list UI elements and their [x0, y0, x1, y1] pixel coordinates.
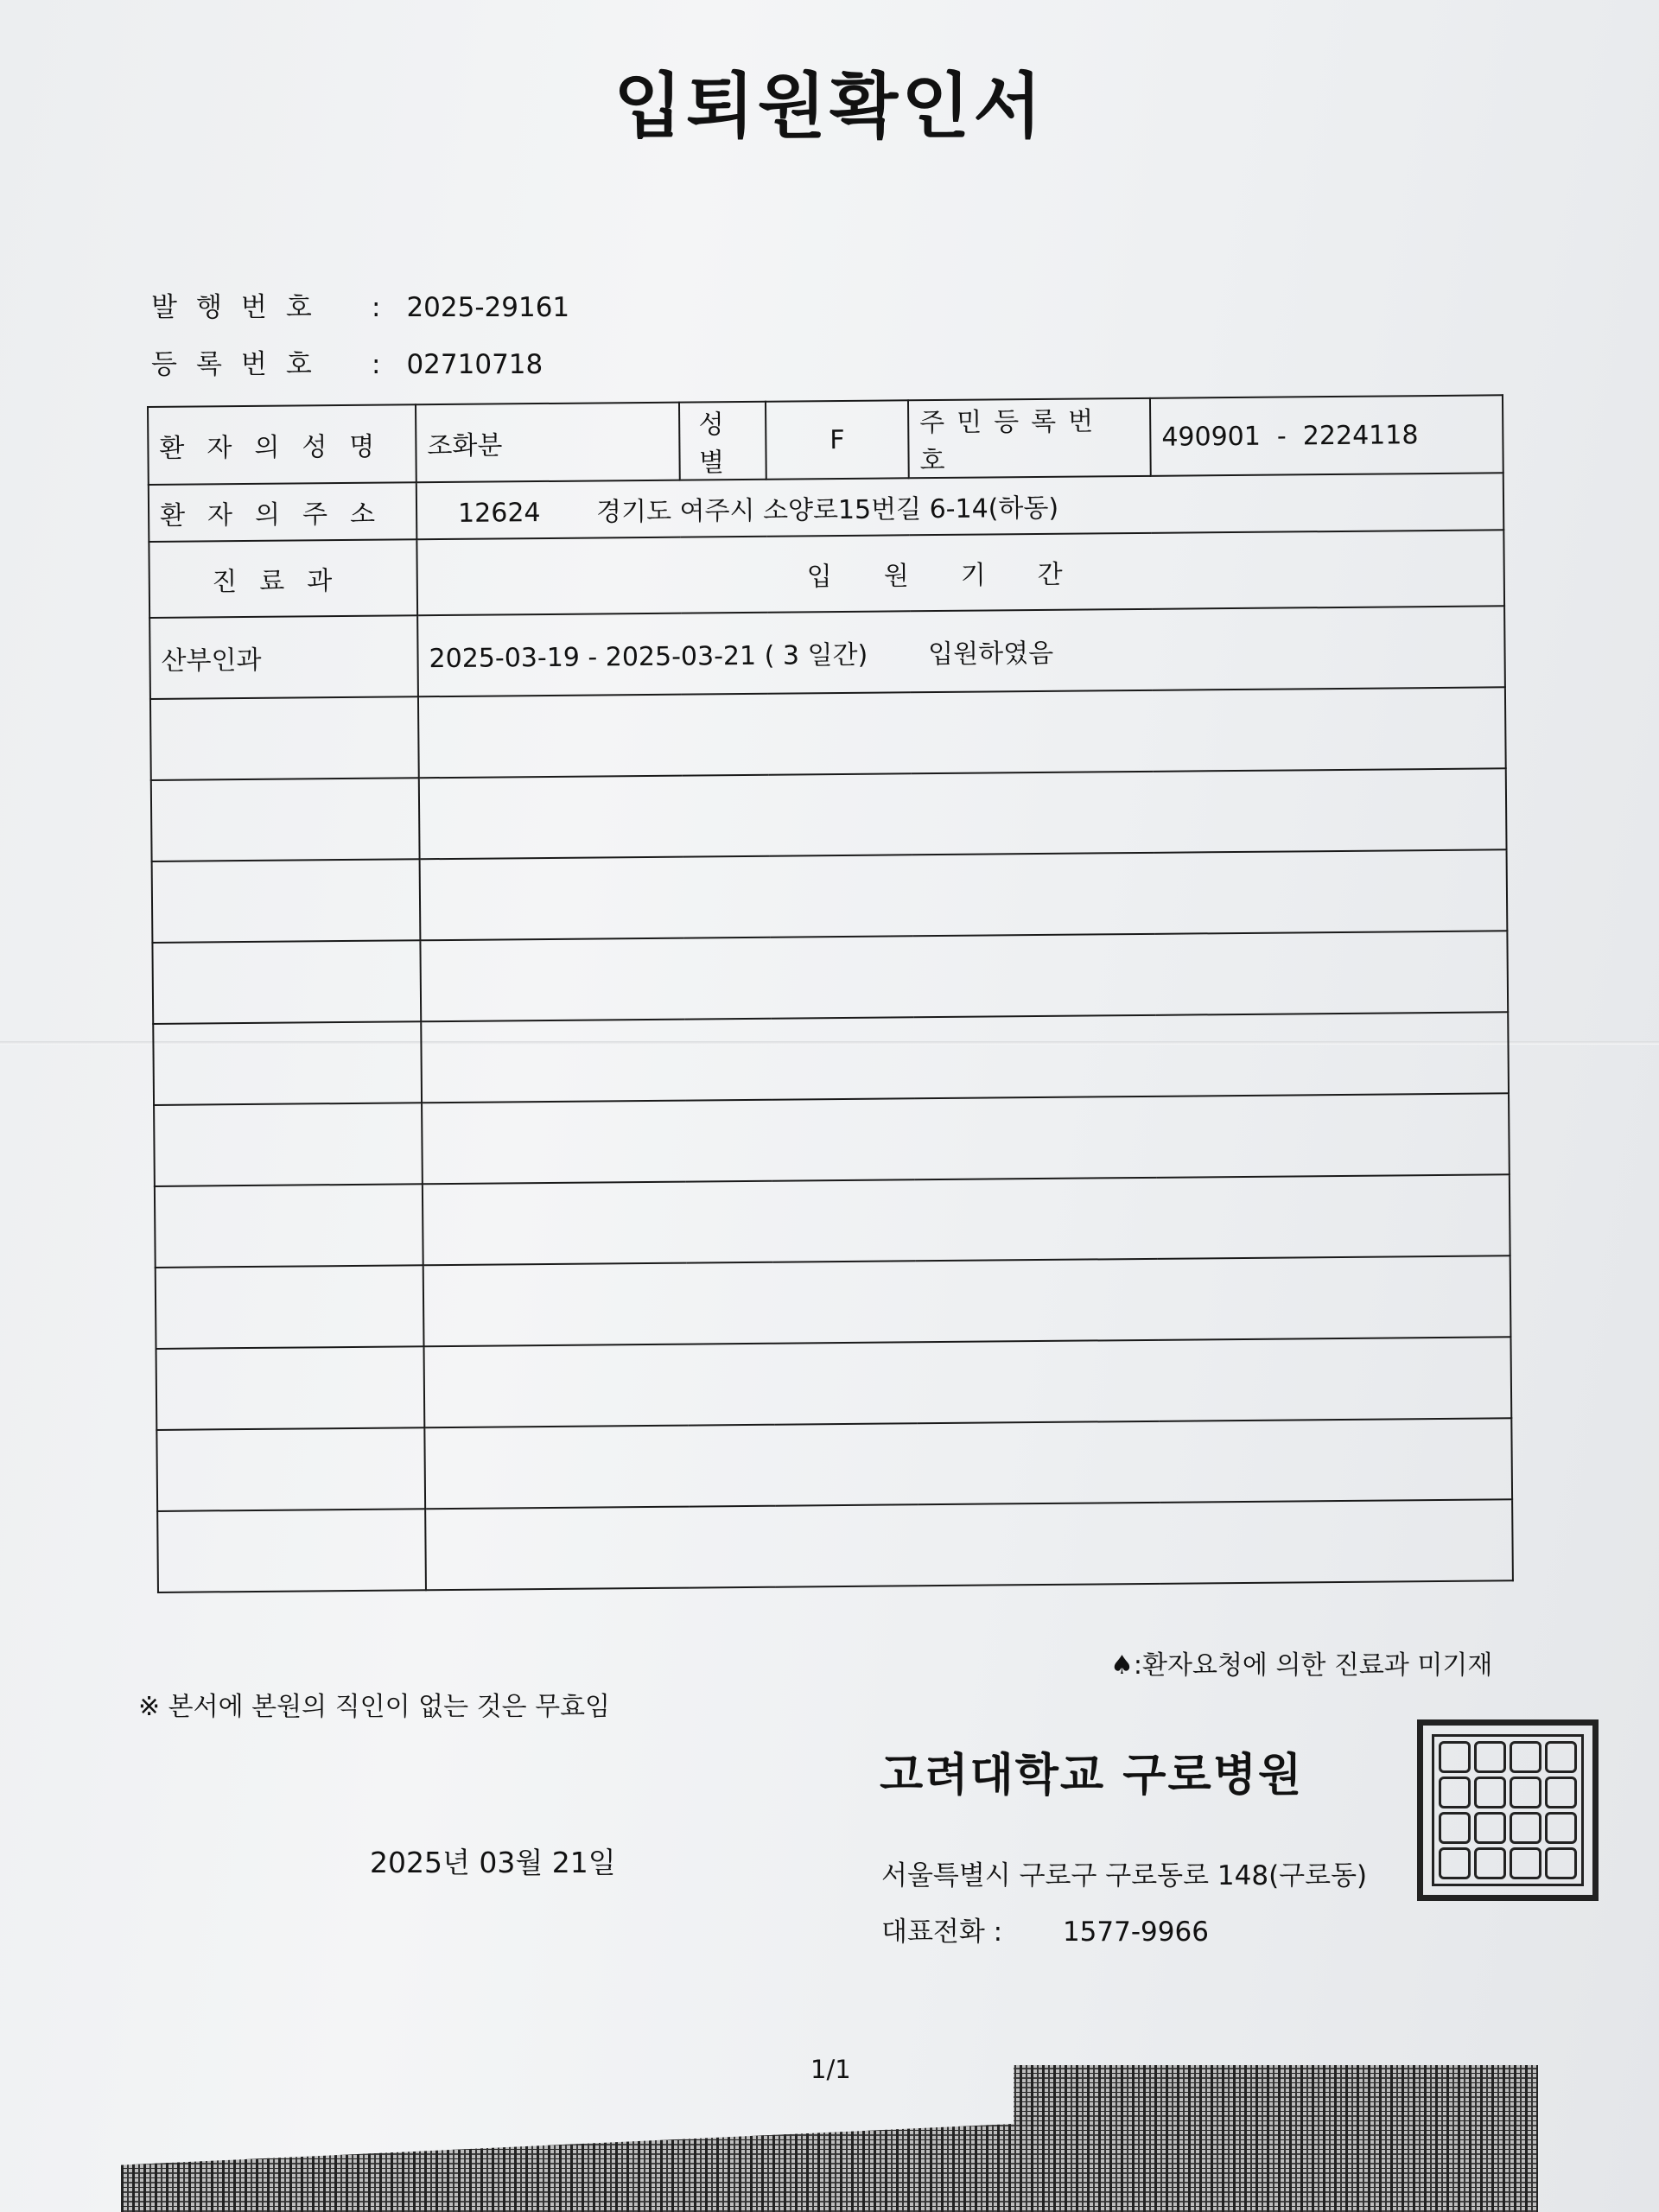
registration-number-label: 등록번호 [151, 349, 331, 380]
row-department [153, 1021, 422, 1105]
patient-address: 경기도 여주시 소양로15번길 6-14(하동) [595, 493, 1059, 528]
row-period-cell [417, 606, 1505, 696]
row-period [420, 849, 1508, 940]
patient-address-label: 환자의주소 [149, 482, 417, 542]
row-department [154, 1103, 423, 1186]
table-row [156, 1337, 1512, 1430]
sex-label: 성별 [679, 402, 766, 480]
row-period [422, 1093, 1510, 1184]
rrn-value: 490901 - 2224118 [1150, 395, 1503, 476]
patient-address-cell [416, 473, 1504, 539]
table-row [153, 1012, 1509, 1105]
table-row [157, 1499, 1513, 1592]
row-department [151, 778, 420, 861]
admission-table [147, 394, 1514, 1593]
official-seal-stamp [1417, 1719, 1599, 1901]
issue-number-line [151, 285, 569, 324]
admission-period-header: 입원기간 [416, 530, 1504, 615]
patient-name: 조화분 [416, 403, 680, 483]
row-period: 2025-03-19 - 2025-03-21 ( 3 일간) [429, 639, 868, 675]
row-department [156, 1265, 424, 1349]
unrecorded-department-note: ♠:환자요청에 의한 진료과 미기재 [1110, 1650, 1493, 1681]
table-row [154, 1093, 1510, 1186]
row-department [152, 859, 421, 943]
issue-number-value: 2025-29161 [406, 292, 570, 323]
table-row [150, 687, 1506, 780]
row-period [423, 1174, 1510, 1265]
page-number: 1/1 [810, 2055, 851, 2084]
phone-label: 대표전화 : [881, 1916, 1003, 1948]
row-status: 입원하였음 [928, 638, 1054, 671]
rrn-label: 주민등록번호 [908, 398, 1151, 478]
table-row [152, 931, 1508, 1024]
table-row [155, 1174, 1510, 1268]
department-header: 진료과 [149, 539, 417, 618]
zip-code: 12624 [457, 498, 541, 529]
security-barcode-pattern [121, 2065, 1538, 2212]
registration-number-line [151, 342, 543, 381]
issue-date: 2025년 03월 21일 [370, 1846, 616, 1879]
row-period [419, 768, 1507, 859]
row-period [424, 1337, 1512, 1427]
hospital-address: 서울특별시 구로구 구로동로 148(구로동) [881, 1860, 1368, 1891]
issue-number-colon: : [372, 292, 381, 323]
issue-number-label: 발행번호 [151, 292, 331, 323]
row-period [418, 687, 1506, 778]
table-row [149, 606, 1505, 699]
seal-validity-note: ※ 본서에 본원의 직인이 없는 것은 무효임 [138, 1692, 611, 1722]
row-department [156, 1346, 425, 1430]
row-period [423, 1255, 1511, 1346]
registration-number-colon: : [372, 349, 381, 380]
document-title: 입퇴원확인서 [613, 66, 1046, 148]
row-period [421, 1012, 1509, 1103]
row-department [157, 1509, 426, 1592]
phone-number: 1577-9966 [1062, 1916, 1209, 1948]
row-department [150, 696, 419, 780]
sex-value: F [766, 400, 909, 479]
patient-name-label: 환자의성명 [148, 404, 416, 485]
row-department [152, 940, 421, 1024]
hospital-name: 고려대학교 구로병원 [880, 1750, 1304, 1802]
row-period [424, 1418, 1512, 1509]
table-row [156, 1255, 1511, 1349]
registration-number-value: 02710718 [406, 349, 543, 380]
table-row [152, 849, 1508, 943]
row-period [420, 931, 1508, 1021]
table-row [156, 1418, 1512, 1511]
row-department [155, 1184, 423, 1268]
row-period [425, 1499, 1513, 1590]
row-department: 산부인과 [149, 615, 418, 699]
table-row [151, 768, 1507, 861]
hospital-phone-line [881, 1910, 1209, 1948]
row-department [156, 1427, 425, 1511]
